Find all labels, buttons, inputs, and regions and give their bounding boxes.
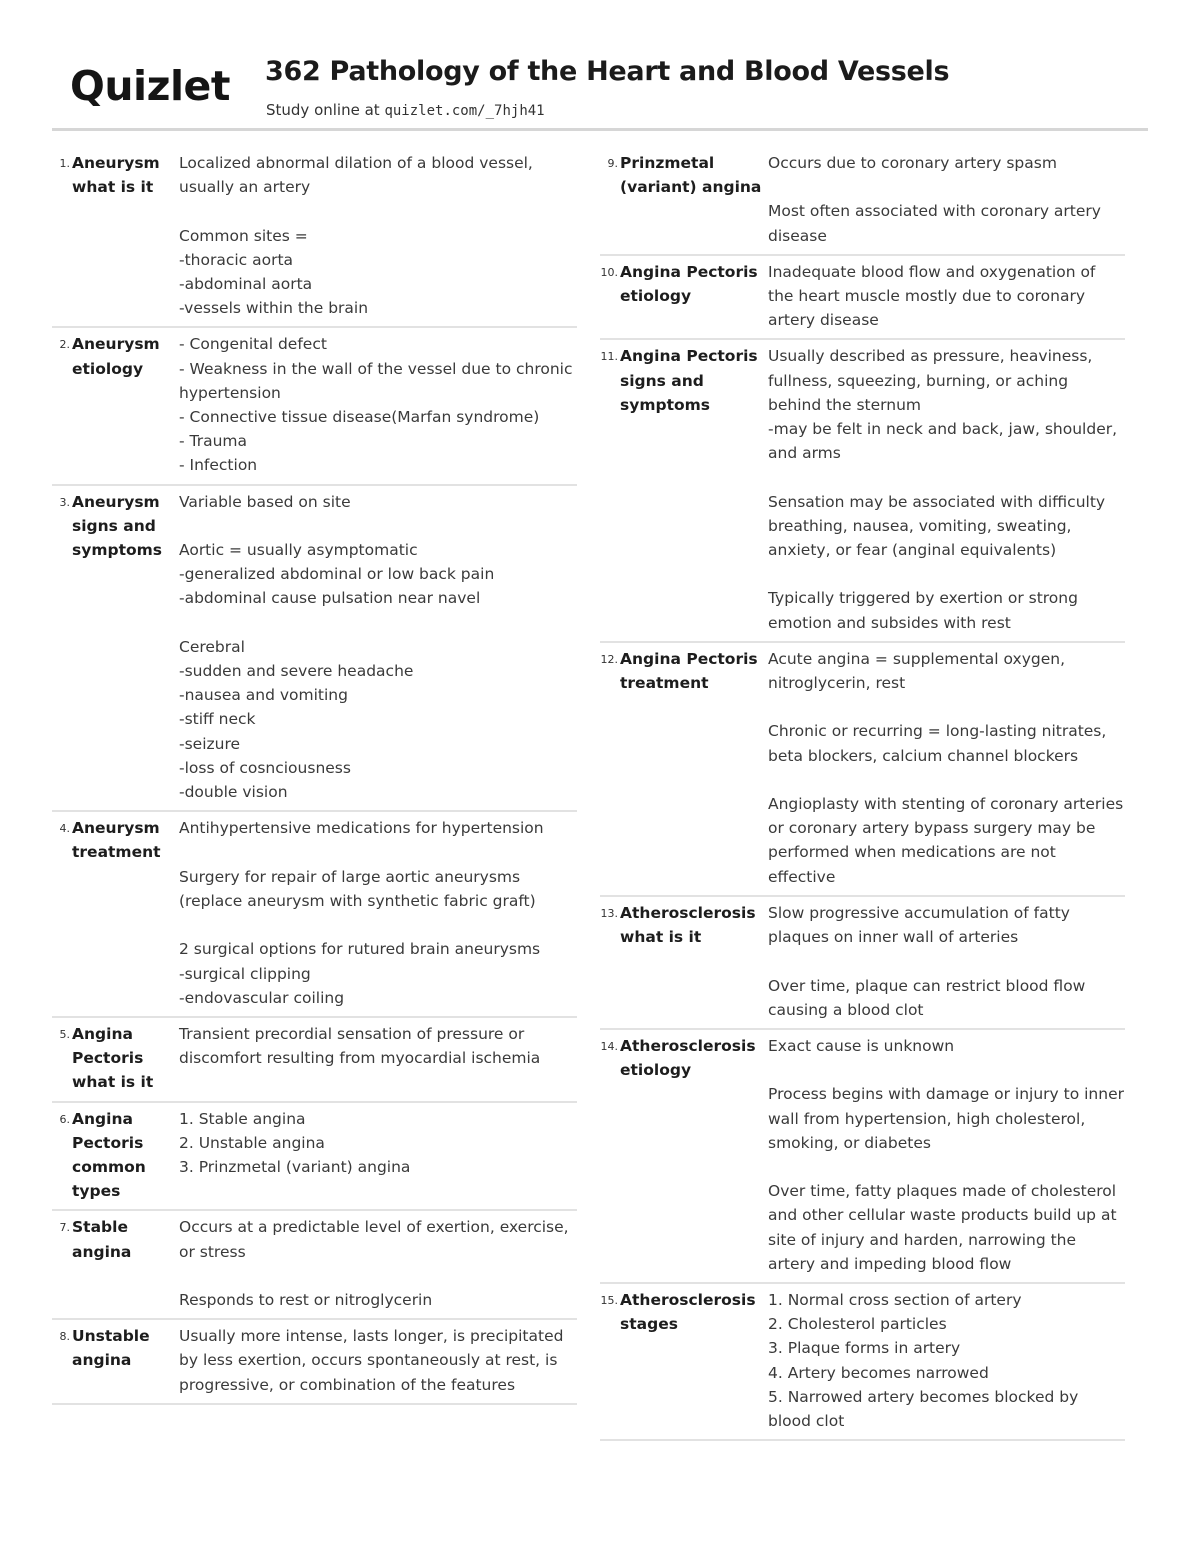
card-definition: Occurs due to coronary artery spasm Most often associated with coronary artery disease	[768, 154, 1101, 245]
page-subtitle	[266, 101, 545, 119]
card-definition: - Congenital defect - Weakness in the wall of the vessel due to chronic hypertension - Connective tissue disease(Marfan syndrome) - Trauma - Infection	[179, 335, 573, 475]
flashcard-row	[52, 1018, 577, 1103]
card-definition: Inadequate blood flow and oxygenation of the heart muscle mostly due to coronary artery disease	[768, 262, 1101, 330]
card-term: Stable angina	[72, 1218, 132, 1261]
card-term: Prinzmetal (variant) angina	[620, 154, 762, 197]
flashcard-row	[52, 1211, 577, 1320]
card-number: 14.	[600, 1039, 618, 1053]
flashcard-row	[600, 147, 1125, 256]
card-number: 9.	[607, 157, 618, 170]
flashcard-row	[52, 147, 577, 328]
card-number: 11.	[600, 350, 618, 364]
left-card-column	[52, 147, 577, 1405]
card-term: Angina Pectoris common types	[72, 1109, 146, 1201]
card-number: 2.	[59, 338, 70, 352]
card-term: Atherosclerosis stages	[620, 1290, 756, 1334]
header-divider	[52, 128, 1148, 131]
card-definition: Exact cause is unknown Process begins with damage or injury to inner wall from hypertension, high cholesterol, smoking, or diabetes Over time, fatty plaques made of cholesterol and other cellular waste products build up at site of injury and harden, narrowing the artery and impeding blood flow	[768, 1036, 1124, 1273]
card-number: 5.	[59, 1027, 70, 1041]
card-number: 15.	[600, 1293, 618, 1307]
flashcard-row	[52, 328, 577, 485]
subtitle-prefix: Study online at	[266, 101, 385, 119]
card-term: Aneurysm what is it	[72, 154, 160, 197]
flashcard-row	[52, 812, 577, 1018]
flashcard-row	[600, 1030, 1125, 1284]
card-definition: Antihypertensive medications for hypertension Surgery for repair of large aortic aneurysms (replace aneurysm with synthetic fabric graft) 2 surgical options for rutured brain aneurysms -surgical clipping -endovascular coiling	[179, 819, 544, 1007]
card-number: 8.	[59, 1330, 70, 1344]
flashcard-row	[600, 1284, 1125, 1441]
card-term: Aneurysm etiology	[72, 335, 160, 378]
flashcard-row	[52, 1320, 577, 1405]
card-term: Aneurysm signs and symptoms	[72, 492, 163, 560]
card-number: 1.	[59, 157, 70, 170]
card-number: 7.	[59, 1221, 70, 1235]
card-term: Atherosclerosis etiology	[620, 1036, 756, 1080]
card-number: 4.	[59, 822, 70, 836]
card-definition: Acute angina = supplemental oxygen, nitroglycerin, rest Chronic or recurring = long-lasting nitrates, beta blockers, calcium channel blockers Angioplasty with stenting of coronary arteries or coronary artery bypass surgery may be performed when medications are not effective	[768, 649, 1124, 886]
card-term: Angina Pectoris what is it	[72, 1024, 154, 1092]
flashcard-row	[600, 897, 1125, 1030]
card-definition: Slow progressive accumulation of fatty plaques on inner wall of arteries Over time, plaque can restrict blood flow causing a blood clot	[768, 903, 1086, 1019]
page-header	[0, 0, 1200, 132]
card-definition: Usually described as pressure, heaviness, fullness, squeezing, burning, or aching behind the sternum -may be felt in neck and back, jaw, shoulder, and arms Sensation may be associated with difficulty breathing, nausea, vomiting, sweating, anxiety, or fear (anginal equivalents) Typically triggered by exertion or strong emotion and subsides with rest	[768, 347, 1118, 632]
card-term: Atherosclerosis what is it	[620, 903, 756, 947]
right-card-column	[600, 147, 1125, 1441]
card-definition: Occurs at a predictable level of exertion, exercise, or stress Responds to rest or nitroglycerin	[179, 1218, 569, 1309]
card-definition: Transient precordial sensation of pressure or discomfort resulting from myocardial ischemia	[179, 1024, 541, 1068]
card-term: Unstable angina	[72, 1327, 150, 1370]
card-number: 10.	[600, 265, 618, 279]
card-number: 6.	[59, 1112, 70, 1126]
flashcard-row	[600, 256, 1125, 341]
card-definition: 1. Normal cross section of artery 2. Cholesterol particles 3. Plaque forms in artery 4. Artery becomes narrowed 5. Narrowed artery becomes blocked by blood clot	[768, 1290, 1079, 1430]
card-definition: 1. Stable angina 2. Unstable angina 3. Prinzmetal (variant) angina	[179, 1109, 411, 1176]
flashcard-row	[600, 643, 1125, 897]
quizlet-logo[interactable]: Quizlet	[70, 62, 230, 110]
flashcard-row	[600, 340, 1125, 642]
card-definition: Localized abnormal dilation of a blood vessel, usually an artery Common sites = -thoracic aorta -abdominal aorta -vessels within the brain	[179, 154, 533, 318]
card-term: Angina Pectoris treatment	[620, 649, 758, 693]
card-number: 3.	[59, 495, 70, 509]
card-definition: Variable based on site Aortic = usually asymptomatic -generalized abdominal or low back pain -abdominal cause pulsation near navel Cerebral -sudden and severe headache -nausea and vomiting -stiff neck -seizure -loss of cosnciousness -double vision	[179, 492, 495, 802]
card-definition: Usually more intense, lasts longer, is precipitated by less exertion, occurs spontaneously at rest, is progressive, or combination of the features	[179, 1327, 569, 1394]
card-term: Angina Pectoris etiology	[620, 262, 758, 306]
page-title: 362 Pathology of the Heart and Blood Vessels	[265, 56, 950, 87]
study-url-link[interactable]: quizlet.com/_7hjh41	[384, 103, 545, 119]
card-number: 13.	[600, 906, 618, 920]
flashcard-row	[52, 1103, 577, 1212]
card-term: Aneurysm treatment	[72, 819, 161, 862]
card-number: 12.	[600, 652, 618, 666]
card-term: Angina Pectoris signs and symptoms	[620, 347, 758, 414]
flashcard-row	[52, 486, 577, 813]
